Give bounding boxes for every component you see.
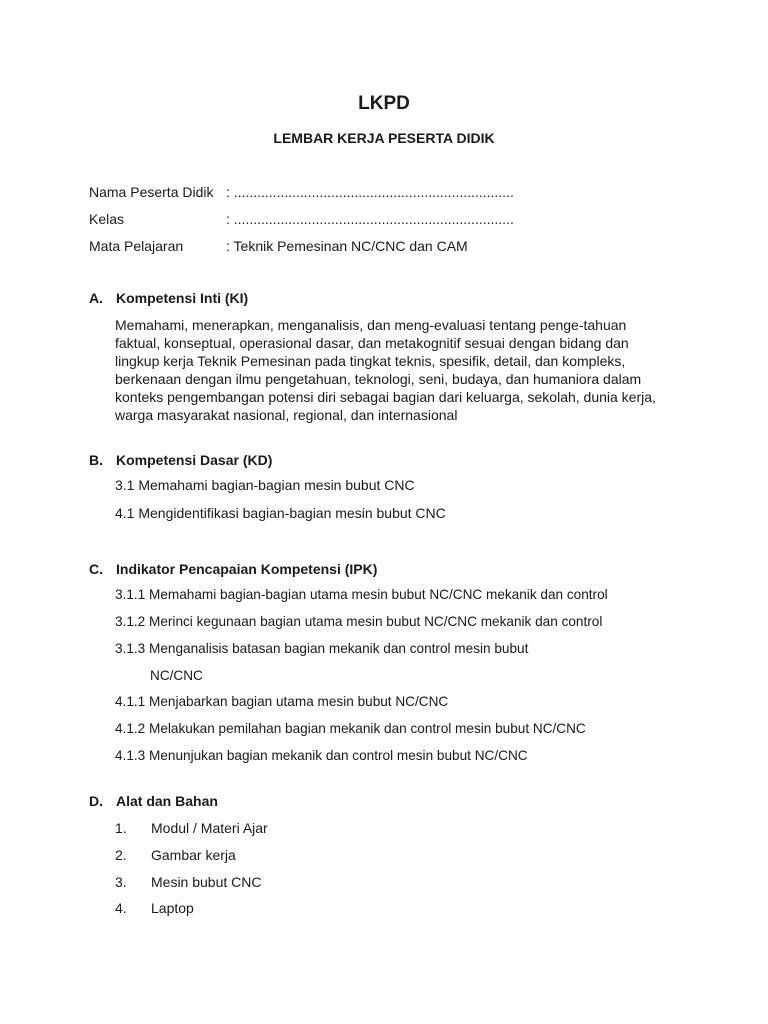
ipk-item: 4.1.3 Menunjukan bagian mekanik dan control mesin bubut NC/CNC [115,748,528,763]
section-title: Kompetensi Dasar (KD) [116,452,273,468]
kd-item: 3.1 Memahami bagian-bagian mesin bubut CNC [115,477,415,493]
field-value: : ........................................................................ [226,211,514,227]
field-value: : ........................................................................ [226,184,514,200]
field-label: Mata Pelajaran [89,238,184,254]
kd-item: 4.1 Mengidentifikasi bagian-bagian mesin bubut CNC [115,505,446,521]
list-item-text: Laptop [151,900,194,916]
section-title: Kompetensi Inti (KI) [116,290,249,306]
ipk-item: 3.1.2 Merinci kegunaan bagian utama mesin bubut NC/CNC mekanik dan control [115,614,603,629]
document-title: LKPD [358,93,410,114]
list-item-number: 4. [115,900,127,916]
document-subtitle: LEMBAR KERJA PESERTA DIDIK [273,130,495,146]
list-item-text: Mesin bubut CNC [151,874,262,890]
field-value: : Teknik Pemesinan NC/CNC dan CAM [226,238,468,254]
list-item-number: 2. [115,847,127,863]
ipk-item-continuation: NC/CNC [150,668,203,683]
ipk-item: 4.1.1 Menjabarkan bagian utama mesin bubut NC/CNC [115,694,449,709]
section-title: Indikator Pencapaian Kompetensi (IPK) [116,561,378,577]
list-item-number: 3. [115,874,127,890]
section-title: Alat dan Bahan [116,793,218,809]
ipk-item: 4.1.2 Melakukan pemilahan bagian mekanik dan control mesin bubut NC/CNC [115,721,586,736]
list-item-number: 1. [115,820,127,836]
field-label: Kelas [89,211,125,227]
section-letter: C. [89,561,103,577]
list-item-text: Modul / Materi Ajar [151,820,268,836]
section-letter: A. [89,290,103,306]
ipk-item: 3.1.1 Memahami bagian-bagian utama mesin bubut NC/CNC mekanik dan control [115,587,608,602]
list-item-text: Gambar kerja [151,847,236,863]
section-a-paragraph: Memahami, menerapkan, menganalisis, dan meng-evaluasi tentang penge-tahuan faktual, konseptual, operasional dasar, dan metakognitif sesuai dengan bidang dan lingkup kerja Teknik Pemesinan pada tingkat teknis, spesifik, detail, dan kompleks, berkenaan dengan ilmu pengetahuan, teknologi, seni, budaya, dan humaniora dalam konteks pengembangan potensi diri sebagai bagian dari keluarga, sekolah, dunia kerja, warga masyarakat nasional, regional, dan internasional [115,317,656,423]
ipk-item: 3.1.3 Menganalisis batasan bagian mekanik dan control mesin bubut [115,641,529,656]
section-letter: B. [89,452,103,468]
section-letter: D. [89,793,103,809]
field-label: Nama Peserta Didik [89,184,214,200]
